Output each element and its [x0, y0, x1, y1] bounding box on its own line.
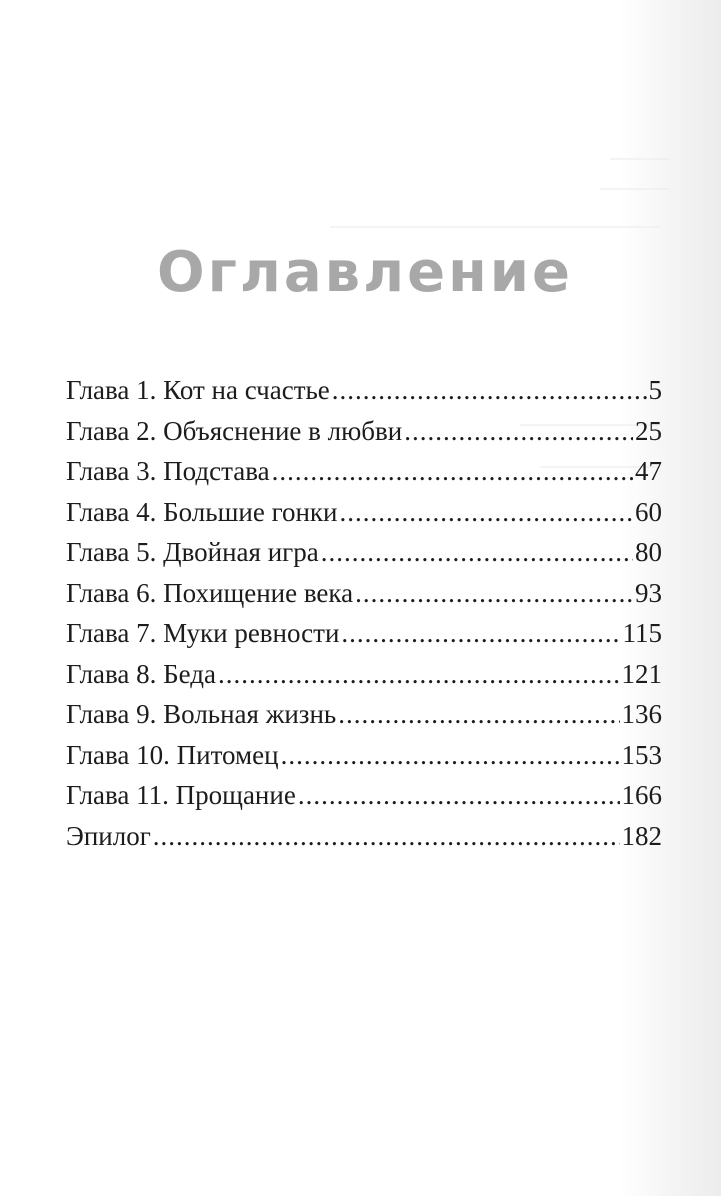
- dot-leader: [218, 654, 619, 694]
- dot-leader: [298, 775, 620, 815]
- toc-entry: [66, 370, 662, 411]
- toc-entry: [66, 492, 662, 533]
- dot-leader: [153, 816, 620, 856]
- dot-leader: [338, 694, 619, 734]
- dot-leader: [332, 370, 647, 410]
- toc-entry: [66, 816, 662, 857]
- dot-leader: [272, 451, 633, 491]
- toc-entry-title: Глава 5. Двойная игра: [66, 537, 319, 567]
- toc-entry-page: 93: [635, 577, 662, 608]
- dot-leader: [340, 492, 634, 532]
- toc-entry: [66, 735, 662, 776]
- toc-entry: [66, 451, 662, 492]
- toc-entry-page: 136: [621, 699, 662, 729]
- toc-entry-title: Глава 6. Похищение века: [66, 577, 354, 608]
- toc-entry: [66, 654, 662, 695]
- toc-entry: [66, 532, 662, 573]
- show-through-line: [330, 226, 660, 228]
- toc-entry-page: 166: [621, 780, 662, 810]
- toc-entry-page: 5: [648, 375, 662, 405]
- dot-leader: [404, 411, 633, 451]
- table-of-contents: [66, 370, 662, 856]
- toc-entry: [66, 694, 662, 735]
- toc-entry-page: 121: [621, 658, 662, 689]
- toc-entry-title: Глава 11. Прощание: [66, 780, 296, 810]
- dot-leader: [355, 573, 633, 613]
- toc-entry-title: Глава 10. Питомец: [66, 739, 279, 770]
- show-through-line: [600, 188, 670, 190]
- show-through-line: [610, 158, 670, 160]
- toc-entry-title: Глава 2. Объяснение в любви: [66, 415, 403, 446]
- dot-leader: [321, 532, 633, 572]
- page-title: Оглавление: [156, 240, 573, 305]
- toc-entry: [66, 613, 662, 654]
- toc-entry-page: 153: [621, 739, 662, 770]
- toc-entry-title: Эпилог: [66, 820, 151, 851]
- toc-entry-title: Глава 9. Вольная жизнь: [66, 699, 337, 729]
- toc-entry-page: 80: [635, 537, 662, 567]
- dot-leader: [281, 735, 620, 775]
- toc-entry-title: Глава 3. Подстава: [66, 456, 270, 486]
- dot-leader: [341, 613, 620, 653]
- toc-entry: [66, 411, 662, 452]
- toc-entry-page: 115: [622, 618, 662, 648]
- toc-entry-page: 47: [635, 456, 662, 486]
- toc-entry: [66, 573, 662, 614]
- toc-entry-title: Глава 1. Кот на счастье: [66, 375, 330, 405]
- toc-entry-page: 25: [635, 415, 662, 446]
- toc-entry-title: Глава 8. Беда: [66, 658, 217, 689]
- toc-entry-title: Глава 4. Большие гонки: [66, 496, 338, 527]
- toc-entry-page: 60: [635, 496, 662, 527]
- toc-entry-page: 182: [621, 820, 662, 851]
- toc-entry-title: Глава 7. Муки ревности: [66, 618, 340, 648]
- toc-entry: [66, 775, 662, 816]
